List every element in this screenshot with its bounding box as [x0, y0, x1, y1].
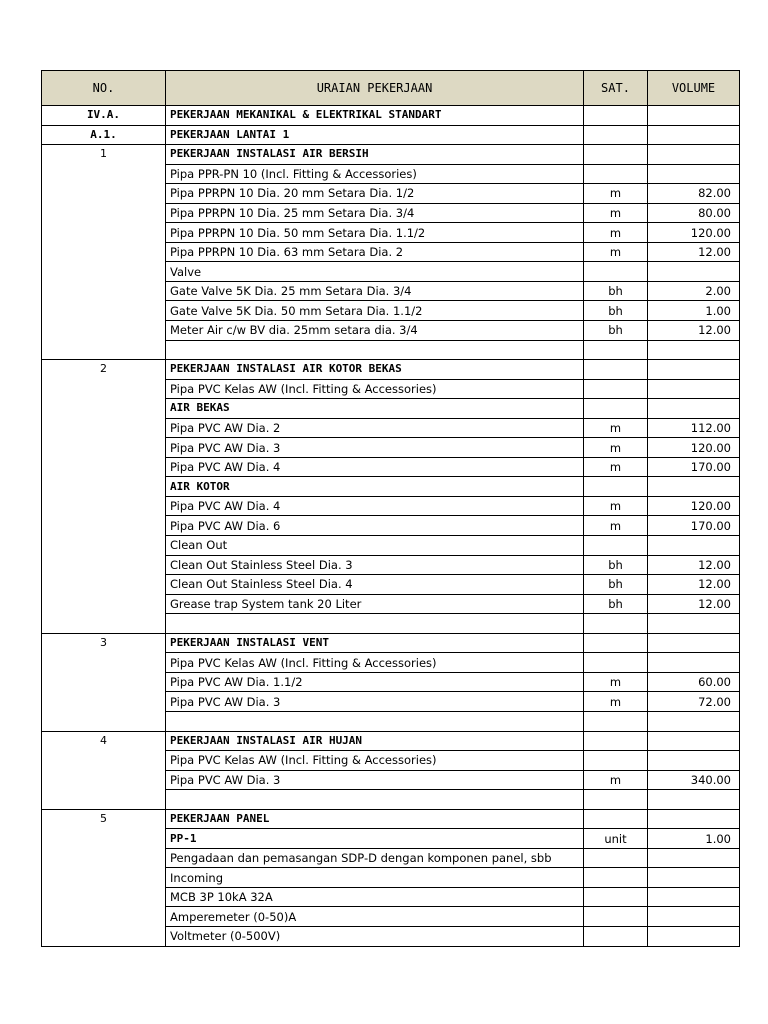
cell-no	[42, 614, 166, 634]
cell-volume	[648, 164, 740, 184]
cell-volume	[648, 360, 740, 380]
cell-no	[42, 770, 166, 790]
cell-volume: 12.00	[648, 594, 740, 614]
table-row	[42, 672, 740, 692]
table-row	[42, 399, 740, 419]
cell-volume: 1.00	[648, 301, 740, 321]
cell-no	[42, 496, 166, 516]
cell-no	[42, 751, 166, 771]
cell-no	[42, 418, 166, 438]
table-row	[42, 438, 740, 458]
cell-volume: 112.00	[648, 418, 740, 438]
cell-volume	[648, 477, 740, 497]
cell-volume	[648, 926, 740, 946]
cell-sat: bh	[584, 555, 648, 575]
cell-sat: bh	[584, 321, 648, 341]
table-row	[42, 379, 740, 399]
cell-no	[42, 887, 166, 907]
cell-volume	[648, 145, 740, 165]
cell-no	[42, 516, 166, 536]
table-row	[42, 340, 740, 360]
cell-sat	[584, 262, 648, 282]
cell-sat	[584, 887, 648, 907]
cell-no	[42, 399, 166, 419]
cell-volume	[648, 848, 740, 868]
cell-sat	[584, 653, 648, 673]
table-row	[42, 653, 740, 673]
cell-volume: 82.00	[648, 184, 740, 204]
cell-sat	[584, 106, 648, 126]
table-row	[42, 125, 740, 145]
cell-uraian	[166, 790, 584, 810]
cell-uraian: Gate Valve 5K Dia. 25 mm Setara Dia. 3/4	[166, 281, 584, 301]
cell-sat: bh	[584, 301, 648, 321]
cell-volume: 80.00	[648, 203, 740, 223]
cell-volume	[648, 633, 740, 653]
cell-no	[42, 692, 166, 712]
cell-uraian: Pipa PVC AW Dia. 4	[166, 496, 584, 516]
cell-volume	[648, 907, 740, 927]
cell-uraian: Pipa PPR-PN 10 (Incl. Fitting & Accessories)	[166, 164, 584, 184]
cell-volume: 12.00	[648, 242, 740, 262]
cell-sat: m	[584, 692, 648, 712]
cell-sat: m	[584, 770, 648, 790]
cell-volume: 120.00	[648, 438, 740, 458]
cell-volume: 120.00	[648, 496, 740, 516]
cell-volume: 12.00	[648, 555, 740, 575]
cell-uraian: Meter Air c/w BV dia. 25mm setara dia. 3/4	[166, 321, 584, 341]
cell-volume	[648, 379, 740, 399]
cell-sat	[584, 399, 648, 419]
cell-sat: m	[584, 184, 648, 204]
cell-uraian: Pipa PVC AW Dia. 6	[166, 516, 584, 536]
cell-no	[42, 223, 166, 243]
header-no: NO.	[42, 71, 166, 106]
cell-no: 5	[42, 809, 166, 829]
cell-uraian: PP-1	[166, 829, 584, 849]
table-row	[42, 536, 740, 556]
cell-volume: 170.00	[648, 457, 740, 477]
cell-volume	[648, 731, 740, 751]
cell-sat	[584, 125, 648, 145]
table-row	[42, 106, 740, 126]
table-header-row	[42, 71, 740, 106]
table-body	[42, 106, 740, 947]
cell-volume: 170.00	[648, 516, 740, 536]
table-row	[42, 751, 740, 771]
table-row	[42, 555, 740, 575]
cell-sat	[584, 848, 648, 868]
cell-uraian: Pipa PPRPN 10 Dia. 25 mm Setara Dia. 3/4	[166, 203, 584, 223]
cell-no	[42, 301, 166, 321]
cell-uraian: Valve	[166, 262, 584, 282]
cell-no: 4	[42, 731, 166, 751]
cell-sat: bh	[584, 594, 648, 614]
cell-uraian: AIR KOTOR	[166, 477, 584, 497]
cell-uraian: AIR BEKAS	[166, 399, 584, 419]
table-row	[42, 477, 740, 497]
table-row	[42, 164, 740, 184]
table-row	[42, 848, 740, 868]
cell-sat	[584, 360, 648, 380]
cell-volume: 12.00	[648, 575, 740, 595]
cell-no	[42, 203, 166, 223]
cell-no	[42, 829, 166, 849]
table-row	[42, 575, 740, 595]
cell-sat	[584, 790, 648, 810]
cell-sat	[584, 926, 648, 946]
cell-no: 3	[42, 633, 166, 653]
cell-uraian: PEKERJAAN INSTALASI AIR HUJAN	[166, 731, 584, 751]
bill-of-quantities-sheet	[41, 70, 739, 947]
table-row	[42, 242, 740, 262]
cell-sat	[584, 751, 648, 771]
cell-uraian: Pipa PPRPN 10 Dia. 50 mm Setara Dia. 1.1/2	[166, 223, 584, 243]
cell-uraian: Pipa PVC Kelas AW (Incl. Fitting & Accessories)	[166, 379, 584, 399]
cell-uraian	[166, 614, 584, 634]
table-row	[42, 203, 740, 223]
table-row	[42, 926, 740, 946]
cell-uraian: Clean Out	[166, 536, 584, 556]
cell-sat: unit	[584, 829, 648, 849]
cell-no	[42, 575, 166, 595]
cell-volume	[648, 399, 740, 419]
table-row	[42, 321, 740, 341]
cell-volume: 12.00	[648, 321, 740, 341]
cell-uraian: PEKERJAAN INSTALASI VENT	[166, 633, 584, 653]
cell-uraian: Pipa PVC AW Dia. 3	[166, 770, 584, 790]
cell-no	[42, 672, 166, 692]
cell-uraian: Pipa PVC Kelas AW (Incl. Fitting & Accessories)	[166, 653, 584, 673]
table-row	[42, 731, 740, 751]
cell-uraian: Pipa PVC AW Dia. 4	[166, 457, 584, 477]
cell-volume	[648, 887, 740, 907]
cell-no	[42, 907, 166, 927]
cell-no	[42, 555, 166, 575]
cell-no	[42, 536, 166, 556]
cell-no	[42, 848, 166, 868]
cell-sat	[584, 711, 648, 731]
cell-no: 1	[42, 145, 166, 165]
cell-sat: m	[584, 516, 648, 536]
cell-no	[42, 653, 166, 673]
cell-volume: 1.00	[648, 829, 740, 849]
cell-no	[42, 164, 166, 184]
cell-no	[42, 477, 166, 497]
cell-uraian: Amperemeter (0-50)A	[166, 907, 584, 927]
cell-sat	[584, 907, 648, 927]
cell-uraian: Pipa PVC AW Dia. 3	[166, 692, 584, 712]
cell-sat	[584, 868, 648, 888]
cell-sat	[584, 536, 648, 556]
cell-volume	[648, 790, 740, 810]
cell-sat	[584, 731, 648, 751]
table-row	[42, 418, 740, 438]
cell-sat: bh	[584, 575, 648, 595]
table-row	[42, 692, 740, 712]
cell-volume	[648, 106, 740, 126]
cell-sat	[584, 614, 648, 634]
cell-uraian	[166, 711, 584, 731]
cell-volume: 120.00	[648, 223, 740, 243]
boq-table	[41, 70, 740, 947]
cell-uraian: Clean Out Stainless Steel Dia. 3	[166, 555, 584, 575]
cell-volume: 2.00	[648, 281, 740, 301]
cell-volume	[648, 653, 740, 673]
table-row	[42, 145, 740, 165]
cell-sat: m	[584, 418, 648, 438]
table-row	[42, 594, 740, 614]
cell-no	[42, 242, 166, 262]
cell-volume	[648, 809, 740, 829]
table-row	[42, 633, 740, 653]
table-row	[42, 184, 740, 204]
cell-sat	[584, 633, 648, 653]
cell-sat	[584, 145, 648, 165]
cell-no	[42, 340, 166, 360]
cell-sat: m	[584, 242, 648, 262]
cell-uraian: Pipa PVC AW Dia. 1.1/2	[166, 672, 584, 692]
table-row	[42, 281, 740, 301]
cell-no	[42, 926, 166, 946]
cell-uraian: Pengadaan dan pemasangan SDP-D dengan komponen panel, sbb	[166, 848, 584, 868]
cell-uraian: PEKERJAAN INSTALASI AIR KOTOR BEKAS	[166, 360, 584, 380]
cell-no	[42, 281, 166, 301]
cell-no	[42, 790, 166, 810]
cell-uraian: Incoming	[166, 868, 584, 888]
cell-sat: m	[584, 672, 648, 692]
cell-sat: m	[584, 457, 648, 477]
cell-sat	[584, 379, 648, 399]
cell-no	[42, 438, 166, 458]
cell-sat	[584, 809, 648, 829]
cell-no	[42, 711, 166, 731]
table-row	[42, 496, 740, 516]
cell-no	[42, 262, 166, 282]
cell-uraian: Pipa PPRPN 10 Dia. 63 mm Setara Dia. 2	[166, 242, 584, 262]
cell-uraian	[166, 340, 584, 360]
cell-volume: 340.00	[648, 770, 740, 790]
table-row	[42, 711, 740, 731]
cell-volume	[648, 751, 740, 771]
cell-sat: m	[584, 203, 648, 223]
cell-no	[42, 379, 166, 399]
cell-no: 2	[42, 360, 166, 380]
cell-sat: m	[584, 496, 648, 516]
cell-no	[42, 868, 166, 888]
table-row	[42, 614, 740, 634]
table-row	[42, 262, 740, 282]
table-row	[42, 301, 740, 321]
cell-volume	[648, 340, 740, 360]
cell-uraian: Gate Valve 5K Dia. 50 mm Setara Dia. 1.1/2	[166, 301, 584, 321]
table-row	[42, 223, 740, 243]
cell-uraian: PEKERJAAN PANEL	[166, 809, 584, 829]
cell-volume	[648, 125, 740, 145]
cell-uraian: PEKERJAAN INSTALASI AIR BERSIH	[166, 145, 584, 165]
cell-uraian: Pipa PPRPN 10 Dia. 20 mm Setara Dia. 1/2	[166, 184, 584, 204]
table-row	[42, 809, 740, 829]
table-row	[42, 829, 740, 849]
table-row	[42, 887, 740, 907]
header-volume: VOLUME	[648, 71, 740, 106]
table-row	[42, 360, 740, 380]
cell-uraian: PEKERJAAN MEKANIKAL & ELEKTRIKAL STANDART	[166, 106, 584, 126]
cell-uraian: Voltmeter (0-500V)	[166, 926, 584, 946]
cell-no	[42, 184, 166, 204]
cell-no	[42, 457, 166, 477]
cell-sat: bh	[584, 281, 648, 301]
table-row	[42, 516, 740, 536]
cell-volume	[648, 711, 740, 731]
header-uraian: URAIAN PEKERJAAN	[166, 71, 584, 106]
cell-volume	[648, 536, 740, 556]
cell-sat: m	[584, 223, 648, 243]
table-row	[42, 907, 740, 927]
table-row	[42, 868, 740, 888]
cell-sat: m	[584, 438, 648, 458]
cell-uraian: MCB 3P 10kA 32A	[166, 887, 584, 907]
cell-no	[42, 321, 166, 341]
table-row	[42, 457, 740, 477]
cell-uraian: Pipa PVC Kelas AW (Incl. Fitting & Accessories)	[166, 751, 584, 771]
cell-sat	[584, 164, 648, 184]
cell-sat	[584, 477, 648, 497]
cell-volume	[648, 262, 740, 282]
cell-no	[42, 594, 166, 614]
cell-volume: 72.00	[648, 692, 740, 712]
cell-uraian: Clean Out Stainless Steel Dia. 4	[166, 575, 584, 595]
table-row	[42, 790, 740, 810]
cell-volume: 60.00	[648, 672, 740, 692]
cell-volume	[648, 614, 740, 634]
cell-no: A.1.	[42, 125, 166, 145]
cell-sat	[584, 340, 648, 360]
cell-uraian: PEKERJAAN LANTAI 1	[166, 125, 584, 145]
table-row	[42, 770, 740, 790]
cell-uraian: Grease trap System tank 20 Liter	[166, 594, 584, 614]
header-sat: SAT.	[584, 71, 648, 106]
cell-volume	[648, 868, 740, 888]
cell-no: IV.A.	[42, 106, 166, 126]
cell-uraian: Pipa PVC AW Dia. 2	[166, 418, 584, 438]
cell-uraian: Pipa PVC AW Dia. 3	[166, 438, 584, 458]
